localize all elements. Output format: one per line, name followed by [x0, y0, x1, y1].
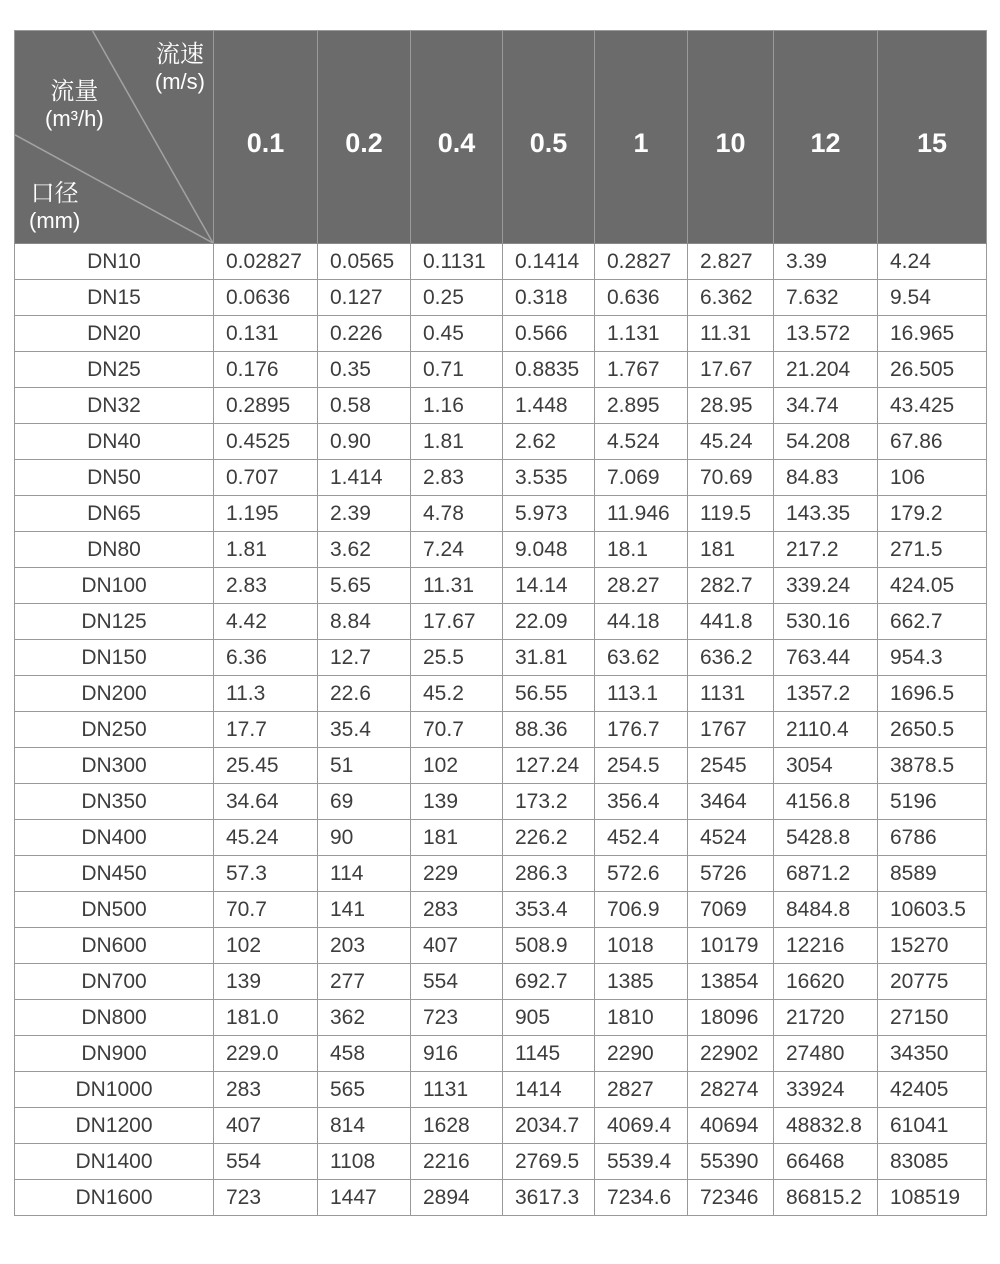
flow-value-cell: 108519 — [878, 1180, 987, 1216]
flow-value-cell: 271.5 — [878, 532, 987, 568]
flow-value-cell: 2034.7 — [503, 1108, 595, 1144]
flow-value-cell: 2827 — [595, 1072, 688, 1108]
table-row — [15, 712, 987, 748]
flow-value-cell: 34350 — [878, 1036, 987, 1072]
flow-value-cell: 11.31 — [688, 316, 774, 352]
flow-value-cell: 286.3 — [503, 856, 595, 892]
flow-value-cell: 2.62 — [503, 424, 595, 460]
flow-value-cell: 916 — [411, 1036, 503, 1072]
diameter-cell: DN800 — [15, 1000, 214, 1036]
flow-value-cell: 14.14 — [503, 568, 595, 604]
flow-value-cell: 554 — [411, 964, 503, 1000]
flow-value-cell: 3.62 — [318, 532, 411, 568]
flow-value-cell: 1.195 — [214, 496, 318, 532]
table-row — [15, 964, 987, 1000]
flow-value-cell: 10179 — [688, 928, 774, 964]
flow-value-cell: 1414 — [503, 1072, 595, 1108]
flow-value-cell: 636.2 — [688, 640, 774, 676]
table-row — [15, 316, 987, 352]
flow-value-cell: 5726 — [688, 856, 774, 892]
flow-value-cell: 181.0 — [214, 1000, 318, 1036]
flow-value-cell: 17.7 — [214, 712, 318, 748]
diameter-cell: DN250 — [15, 712, 214, 748]
flow-value-cell: 203 — [318, 928, 411, 964]
flow-value-cell: 179.2 — [878, 496, 987, 532]
flow-value-cell: 139 — [214, 964, 318, 1000]
flow-value-cell: 0.2895 — [214, 388, 318, 424]
diameter-cell: DN1200 — [15, 1108, 214, 1144]
flow-value-cell: 226.2 — [503, 820, 595, 856]
flow-value-cell: 54.208 — [774, 424, 878, 460]
diameter-cell: DN300 — [15, 748, 214, 784]
flow-value-cell: 407 — [411, 928, 503, 964]
diameter-cell: DN50 — [15, 460, 214, 496]
diameter-cell: DN350 — [15, 784, 214, 820]
flow-value-cell: 0.566 — [503, 316, 595, 352]
flow-value-cell: 51 — [318, 748, 411, 784]
flow-value-cell: 508.9 — [503, 928, 595, 964]
flow-value-cell: 954.3 — [878, 640, 987, 676]
velocity-column-header: 0.2 — [318, 31, 411, 244]
flow-value-cell: 2290 — [595, 1036, 688, 1072]
flow-value-cell: 0.0636 — [214, 280, 318, 316]
flow-value-cell: 814 — [318, 1108, 411, 1144]
corner-diameter-label: 口径 (mm) — [29, 179, 81, 234]
flow-value-cell: 15270 — [878, 928, 987, 964]
flow-value-cell: 173.2 — [503, 784, 595, 820]
flow-value-cell: 0.2827 — [595, 244, 688, 280]
flow-value-cell: 34.74 — [774, 388, 878, 424]
flow-value-cell: 21.204 — [774, 352, 878, 388]
flow-value-cell: 66468 — [774, 1144, 878, 1180]
flow-value-cell: 113.1 — [595, 676, 688, 712]
flow-value-cell: 0.1131 — [411, 244, 503, 280]
flow-value-cell: 72346 — [688, 1180, 774, 1216]
flow-value-cell: 441.8 — [688, 604, 774, 640]
flow-value-cell: 6871.2 — [774, 856, 878, 892]
flow-value-cell: 31.81 — [503, 640, 595, 676]
table-row — [15, 460, 987, 496]
velocity-column-header: 12 — [774, 31, 878, 244]
velocity-header-row — [15, 31, 987, 244]
flow-value-cell: 7.632 — [774, 280, 878, 316]
flow-value-cell: 1145 — [503, 1036, 595, 1072]
flow-value-cell: 1447 — [318, 1180, 411, 1216]
flow-value-cell: 16620 — [774, 964, 878, 1000]
flow-value-cell: 283 — [214, 1072, 318, 1108]
flow-value-cell: 4156.8 — [774, 784, 878, 820]
table-row — [15, 640, 987, 676]
flow-value-cell: 26.505 — [878, 352, 987, 388]
flow-value-cell: 1.131 — [595, 316, 688, 352]
flow-value-cell: 139 — [411, 784, 503, 820]
flow-value-cell: 13854 — [688, 964, 774, 1000]
table-row — [15, 280, 987, 316]
flow-value-cell: 407 — [214, 1108, 318, 1144]
flow-value-cell: 1.767 — [595, 352, 688, 388]
table-header — [15, 31, 987, 244]
table-body — [15, 244, 987, 1216]
flow-value-cell: 6.36 — [214, 640, 318, 676]
flow-value-cell: 27150 — [878, 1000, 987, 1036]
flow-value-cell: 0.226 — [318, 316, 411, 352]
flow-value-cell: 119.5 — [688, 496, 774, 532]
table-row — [15, 1000, 987, 1036]
table-row — [15, 424, 987, 460]
diameter-cell: DN450 — [15, 856, 214, 892]
flow-value-cell: 2.39 — [318, 496, 411, 532]
flow-value-cell: 8589 — [878, 856, 987, 892]
flow-value-cell: 70.7 — [411, 712, 503, 748]
flow-value-cell: 61041 — [878, 1108, 987, 1144]
flow-value-cell: 5196 — [878, 784, 987, 820]
flow-value-cell: 5.65 — [318, 568, 411, 604]
flow-value-cell: 8484.8 — [774, 892, 878, 928]
velocity-column-header: 10 — [688, 31, 774, 244]
flow-value-cell: 57.3 — [214, 856, 318, 892]
flow-value-cell: 56.55 — [503, 676, 595, 712]
flow-value-cell: 424.05 — [878, 568, 987, 604]
flow-value-cell: 43.425 — [878, 388, 987, 424]
flow-value-cell: 0.58 — [318, 388, 411, 424]
flow-value-cell: 28.95 — [688, 388, 774, 424]
table-row — [15, 532, 987, 568]
flow-value-cell: 1385 — [595, 964, 688, 1000]
flow-value-cell: 10603.5 — [878, 892, 987, 928]
flow-value-cell: 3464 — [688, 784, 774, 820]
flow-value-cell: 6.362 — [688, 280, 774, 316]
flow-value-cell: 25.5 — [411, 640, 503, 676]
flow-value-cell: 3.535 — [503, 460, 595, 496]
velocity-column-header: 0.4 — [411, 31, 503, 244]
flow-value-cell: 12.7 — [318, 640, 411, 676]
diameter-cell: DN80 — [15, 532, 214, 568]
velocity-column-header: 1 — [595, 31, 688, 244]
flow-value-cell: 1696.5 — [878, 676, 987, 712]
flow-value-cell: 34.64 — [214, 784, 318, 820]
flow-value-cell: 2216 — [411, 1144, 503, 1180]
flow-value-cell: 1.81 — [214, 532, 318, 568]
flow-value-cell: 2.827 — [688, 244, 774, 280]
flow-value-cell: 692.7 — [503, 964, 595, 1000]
flow-value-cell: 181 — [688, 532, 774, 568]
flow-value-cell: 69 — [318, 784, 411, 820]
flow-value-cell: 45.2 — [411, 676, 503, 712]
flow-value-cell: 229.0 — [214, 1036, 318, 1072]
flow-value-cell: 9.54 — [878, 280, 987, 316]
diameter-cell: DN125 — [15, 604, 214, 640]
flow-value-cell: 0.176 — [214, 352, 318, 388]
flow-value-cell: 40694 — [688, 1108, 774, 1144]
diameter-cell: DN20 — [15, 316, 214, 352]
table-row — [15, 892, 987, 928]
flow-value-cell: 0.0565 — [318, 244, 411, 280]
flow-value-cell: 7234.6 — [595, 1180, 688, 1216]
flow-rate-table — [14, 30, 987, 1216]
diameter-cell: DN25 — [15, 352, 214, 388]
flow-value-cell: 83085 — [878, 1144, 987, 1180]
flow-value-cell: 84.83 — [774, 460, 878, 496]
flow-value-cell: 7.24 — [411, 532, 503, 568]
diameter-cell: DN15 — [15, 280, 214, 316]
table-row — [15, 1144, 987, 1180]
flow-value-cell: 356.4 — [595, 784, 688, 820]
flow-value-cell: 4.42 — [214, 604, 318, 640]
diameter-cell: DN900 — [15, 1036, 214, 1072]
flow-value-cell: 45.24 — [214, 820, 318, 856]
flow-value-cell: 2545 — [688, 748, 774, 784]
flow-value-cell: 48832.8 — [774, 1108, 878, 1144]
flow-value-cell: 55390 — [688, 1144, 774, 1180]
flow-value-cell: 106 — [878, 460, 987, 496]
table-row — [15, 784, 987, 820]
velocity-column-header: 15 — [878, 31, 987, 244]
flow-value-cell: 662.7 — [878, 604, 987, 640]
flow-value-cell: 0.127 — [318, 280, 411, 316]
flow-value-cell: 4524 — [688, 820, 774, 856]
flow-value-cell: 554 — [214, 1144, 318, 1180]
flow-value-cell: 1108 — [318, 1144, 411, 1180]
flow-value-cell: 11.31 — [411, 568, 503, 604]
flow-value-cell: 67.86 — [878, 424, 987, 460]
diameter-cell: DN100 — [15, 568, 214, 604]
flow-value-cell: 16.965 — [878, 316, 987, 352]
flow-value-cell: 0.71 — [411, 352, 503, 388]
flow-value-cell: 22902 — [688, 1036, 774, 1072]
table-row — [15, 820, 987, 856]
flow-value-cell: 7069 — [688, 892, 774, 928]
diameter-cell: DN700 — [15, 964, 214, 1000]
flow-value-cell: 1628 — [411, 1108, 503, 1144]
flow-value-cell: 2110.4 — [774, 712, 878, 748]
flow-value-cell: 102 — [411, 748, 503, 784]
flow-value-cell: 7.069 — [595, 460, 688, 496]
flow-value-cell: 1.81 — [411, 424, 503, 460]
flow-value-cell: 0.4525 — [214, 424, 318, 460]
table-row — [15, 244, 987, 280]
flow-value-cell: 1810 — [595, 1000, 688, 1036]
table-row — [15, 1072, 987, 1108]
table-row — [15, 568, 987, 604]
flow-value-cell: 17.67 — [411, 604, 503, 640]
flow-value-cell: 22.09 — [503, 604, 595, 640]
flow-value-cell: 127.24 — [503, 748, 595, 784]
diameter-cell: DN600 — [15, 928, 214, 964]
diagonal-corner-cell — [15, 31, 214, 244]
flow-value-cell: 22.6 — [318, 676, 411, 712]
flow-value-cell: 11.3 — [214, 676, 318, 712]
flow-value-cell: 4.78 — [411, 496, 503, 532]
flow-value-cell: 9.048 — [503, 532, 595, 568]
flow-value-cell: 1131 — [688, 676, 774, 712]
flow-value-cell: 2769.5 — [503, 1144, 595, 1180]
flow-value-cell: 706.9 — [595, 892, 688, 928]
flow-value-cell: 5.973 — [503, 496, 595, 532]
flow-value-cell: 102 — [214, 928, 318, 964]
flow-value-cell: 114 — [318, 856, 411, 892]
flow-value-cell: 181 — [411, 820, 503, 856]
flow-value-cell: 141 — [318, 892, 411, 928]
diameter-cell: DN65 — [15, 496, 214, 532]
flow-value-cell: 4069.4 — [595, 1108, 688, 1144]
diameter-cell: DN32 — [15, 388, 214, 424]
flow-value-cell: 458 — [318, 1036, 411, 1072]
diameter-cell: DN400 — [15, 820, 214, 856]
flow-value-cell: 229 — [411, 856, 503, 892]
flow-value-cell: 905 — [503, 1000, 595, 1036]
flow-value-cell: 0.45 — [411, 316, 503, 352]
flow-value-cell: 5428.8 — [774, 820, 878, 856]
flow-value-cell: 353.4 — [503, 892, 595, 928]
flow-value-cell: 565 — [318, 1072, 411, 1108]
diameter-cell: DN1600 — [15, 1180, 214, 1216]
flow-value-cell: 1018 — [595, 928, 688, 964]
flow-value-cell: 70.7 — [214, 892, 318, 928]
table-row — [15, 1180, 987, 1216]
flow-value-cell: 90 — [318, 820, 411, 856]
flow-value-cell: 282.7 — [688, 568, 774, 604]
flow-value-cell: 42405 — [878, 1072, 987, 1108]
flow-value-cell: 25.45 — [214, 748, 318, 784]
flow-value-cell: 5539.4 — [595, 1144, 688, 1180]
flow-value-cell: 1131 — [411, 1072, 503, 1108]
flow-value-cell: 0.707 — [214, 460, 318, 496]
table-row — [15, 856, 987, 892]
flow-value-cell: 18096 — [688, 1000, 774, 1036]
flow-value-cell: 2.83 — [214, 568, 318, 604]
flow-value-cell: 21720 — [774, 1000, 878, 1036]
flow-value-cell: 0.25 — [411, 280, 503, 316]
flow-value-cell: 1.448 — [503, 388, 595, 424]
diameter-cell: DN500 — [15, 892, 214, 928]
flow-value-cell: 0.02827 — [214, 244, 318, 280]
flow-value-cell: 3054 — [774, 748, 878, 784]
flow-value-cell: 0.318 — [503, 280, 595, 316]
table-row — [15, 496, 987, 532]
flow-value-cell: 3.39 — [774, 244, 878, 280]
diameter-cell: DN1400 — [15, 1144, 214, 1180]
flow-value-cell: 0.636 — [595, 280, 688, 316]
flow-value-cell: 35.4 — [318, 712, 411, 748]
corner-flow-label: 流量 (m³/h) — [45, 78, 104, 132]
table-row — [15, 928, 987, 964]
flow-value-cell: 1767 — [688, 712, 774, 748]
diameter-cell: DN1000 — [15, 1072, 214, 1108]
flow-value-cell: 12216 — [774, 928, 878, 964]
corner-velocity-label: 流速 (m/s) — [154, 41, 205, 95]
table-row — [15, 1036, 987, 1072]
flow-value-cell: 2894 — [411, 1180, 503, 1216]
flow-value-cell: 143.35 — [774, 496, 878, 532]
flow-value-cell: 33924 — [774, 1072, 878, 1108]
flow-value-cell: 763.44 — [774, 640, 878, 676]
velocity-column-header: 0.1 — [214, 31, 318, 244]
flow-value-cell: 176.7 — [595, 712, 688, 748]
diameter-cell: DN10 — [15, 244, 214, 280]
table-row — [15, 748, 987, 784]
flow-value-cell: 0.90 — [318, 424, 411, 460]
flow-value-cell: 45.24 — [688, 424, 774, 460]
table-row — [15, 388, 987, 424]
flow-value-cell: 44.18 — [595, 604, 688, 640]
flow-value-cell: 0.1414 — [503, 244, 595, 280]
flow-value-cell: 2.83 — [411, 460, 503, 496]
flow-value-cell: 28274 — [688, 1072, 774, 1108]
flow-value-cell: 0.8835 — [503, 352, 595, 388]
flow-value-cell: 6786 — [878, 820, 987, 856]
flow-value-cell: 3617.3 — [503, 1180, 595, 1216]
flow-value-cell: 27480 — [774, 1036, 878, 1072]
flow-value-cell: 13.572 — [774, 316, 878, 352]
flow-value-cell: 723 — [214, 1180, 318, 1216]
flow-value-cell: 339.24 — [774, 568, 878, 604]
flow-value-cell: 4.24 — [878, 244, 987, 280]
diameter-cell: DN150 — [15, 640, 214, 676]
flow-value-cell: 17.67 — [688, 352, 774, 388]
diameter-cell: DN200 — [15, 676, 214, 712]
flow-value-cell: 452.4 — [595, 820, 688, 856]
flow-value-cell: 723 — [411, 1000, 503, 1036]
table-row — [15, 676, 987, 712]
table-row — [15, 604, 987, 640]
flow-value-cell: 70.69 — [688, 460, 774, 496]
diameter-cell: DN40 — [15, 424, 214, 460]
flow-value-cell: 20775 — [878, 964, 987, 1000]
flow-value-cell: 1357.2 — [774, 676, 878, 712]
flow-value-cell: 1.16 — [411, 388, 503, 424]
flow-value-cell: 88.36 — [503, 712, 595, 748]
flow-value-cell: 277 — [318, 964, 411, 1000]
velocity-column-header: 0.5 — [503, 31, 595, 244]
flow-value-cell: 283 — [411, 892, 503, 928]
table-row — [15, 352, 987, 388]
flow-value-cell: 254.5 — [595, 748, 688, 784]
flow-value-cell: 2650.5 — [878, 712, 987, 748]
flow-value-cell: 217.2 — [774, 532, 878, 568]
flow-value-cell: 0.35 — [318, 352, 411, 388]
flow-value-cell: 2.895 — [595, 388, 688, 424]
flow-value-cell: 1.414 — [318, 460, 411, 496]
flow-value-cell: 28.27 — [595, 568, 688, 604]
flow-value-cell: 530.16 — [774, 604, 878, 640]
flow-value-cell: 0.131 — [214, 316, 318, 352]
flow-value-cell: 3878.5 — [878, 748, 987, 784]
flow-value-cell: 18.1 — [595, 532, 688, 568]
table-row — [15, 1108, 987, 1144]
flow-value-cell: 8.84 — [318, 604, 411, 640]
flow-value-cell: 86815.2 — [774, 1180, 878, 1216]
flow-value-cell: 362 — [318, 1000, 411, 1036]
flow-value-cell: 4.524 — [595, 424, 688, 460]
flow-value-cell: 572.6 — [595, 856, 688, 892]
flow-value-cell: 63.62 — [595, 640, 688, 676]
flow-value-cell: 11.946 — [595, 496, 688, 532]
